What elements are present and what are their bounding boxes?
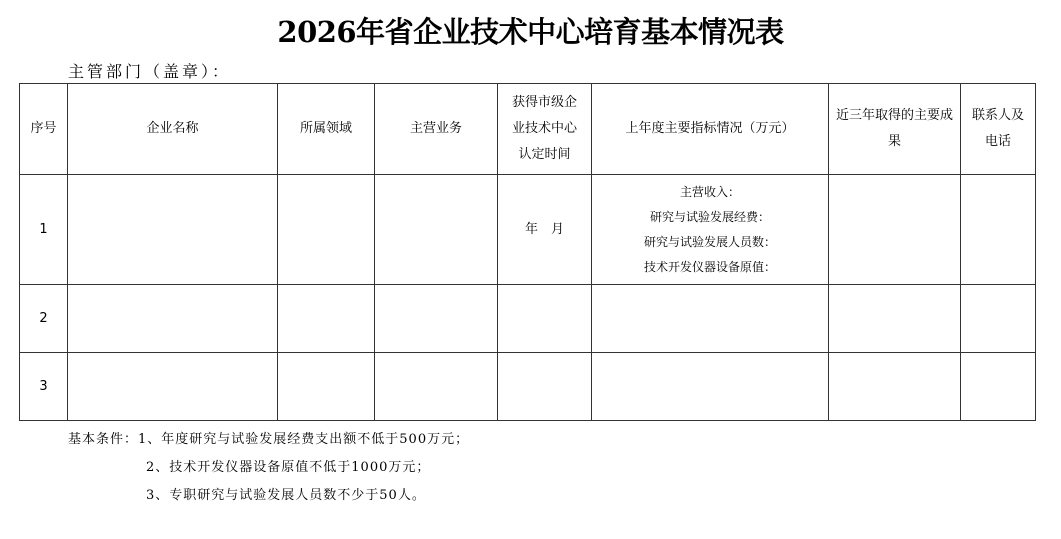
- achievements-cell[interactable]: [829, 285, 961, 353]
- condition-line: [68, 482, 469, 510]
- condition-line: [68, 426, 469, 454]
- header-index: 序号: [20, 84, 68, 175]
- field-cell[interactable]: [278, 285, 375, 353]
- field-cell[interactable]: [278, 353, 375, 421]
- row-index: 1: [20, 175, 68, 285]
- indicators-cell[interactable]: [592, 353, 829, 421]
- conditions-prefix: 基本条件：: [68, 432, 139, 447]
- business-cell[interactable]: [375, 353, 498, 421]
- company-cell[interactable]: [68, 175, 278, 285]
- contact-cell[interactable]: [961, 285, 1036, 353]
- info-table: [19, 83, 1036, 421]
- company-cell[interactable]: [68, 285, 278, 353]
- table-row: [20, 285, 1036, 353]
- table-row: [20, 353, 1036, 421]
- basic-conditions: [68, 426, 469, 510]
- contact-cell[interactable]: [961, 175, 1036, 285]
- header-business: 主营业务: [375, 84, 498, 175]
- header-company: 企业名称: [68, 84, 278, 175]
- achievements-cell[interactable]: [829, 175, 961, 285]
- header-indicators: 上年度主要指标情况（万元）: [592, 84, 829, 175]
- certification-date-cell[interactable]: 年 月: [498, 175, 592, 285]
- condition-line: [68, 454, 469, 482]
- header-achievements: 近三年取得的主要成果: [829, 84, 961, 175]
- table-row: [20, 175, 1036, 285]
- header-contact: 联系人及电话: [961, 84, 1036, 175]
- indicator-rd-staff: 研究与试验发展人员数：: [643, 234, 776, 249]
- condition-item: 3、专职研究与试验发展人员数不少于50人。: [146, 488, 426, 503]
- field-cell[interactable]: [278, 175, 375, 285]
- header-certification-date: 获得市级企业技术中心认定时间: [498, 84, 592, 175]
- department-label: 主管部门（盖章）：: [68, 62, 232, 81]
- page-title: 2026年省企业技术中心培育基本情况表: [277, 15, 784, 49]
- indicator-rd-expense: 研究与试验发展经费：: [649, 209, 770, 224]
- condition-item: 2、技术开发仪器设备原值不低于1000万元；: [146, 460, 431, 475]
- row-index: 2: [20, 285, 68, 353]
- company-cell[interactable]: [68, 353, 278, 421]
- indicators-cell[interactable]: [592, 285, 829, 353]
- indicator-revenue: 主营收入：: [679, 184, 740, 199]
- indicator-equipment-value: 技术开发仪器设备原值：: [643, 259, 776, 274]
- indicators-cell[interactable]: [592, 175, 829, 285]
- contact-cell[interactable]: [961, 353, 1036, 421]
- condition-item: 1、年度研究与试验发展经费支出额不低于500万元；: [138, 432, 470, 447]
- certification-date-cell[interactable]: [498, 353, 592, 421]
- certification-date-cell[interactable]: [498, 285, 592, 353]
- business-cell[interactable]: [375, 285, 498, 353]
- achievements-cell[interactable]: [829, 353, 961, 421]
- table-header-row: [20, 84, 1036, 175]
- header-field: 所属领域: [278, 84, 375, 175]
- business-cell[interactable]: [375, 175, 498, 285]
- row-index: 3: [20, 353, 68, 421]
